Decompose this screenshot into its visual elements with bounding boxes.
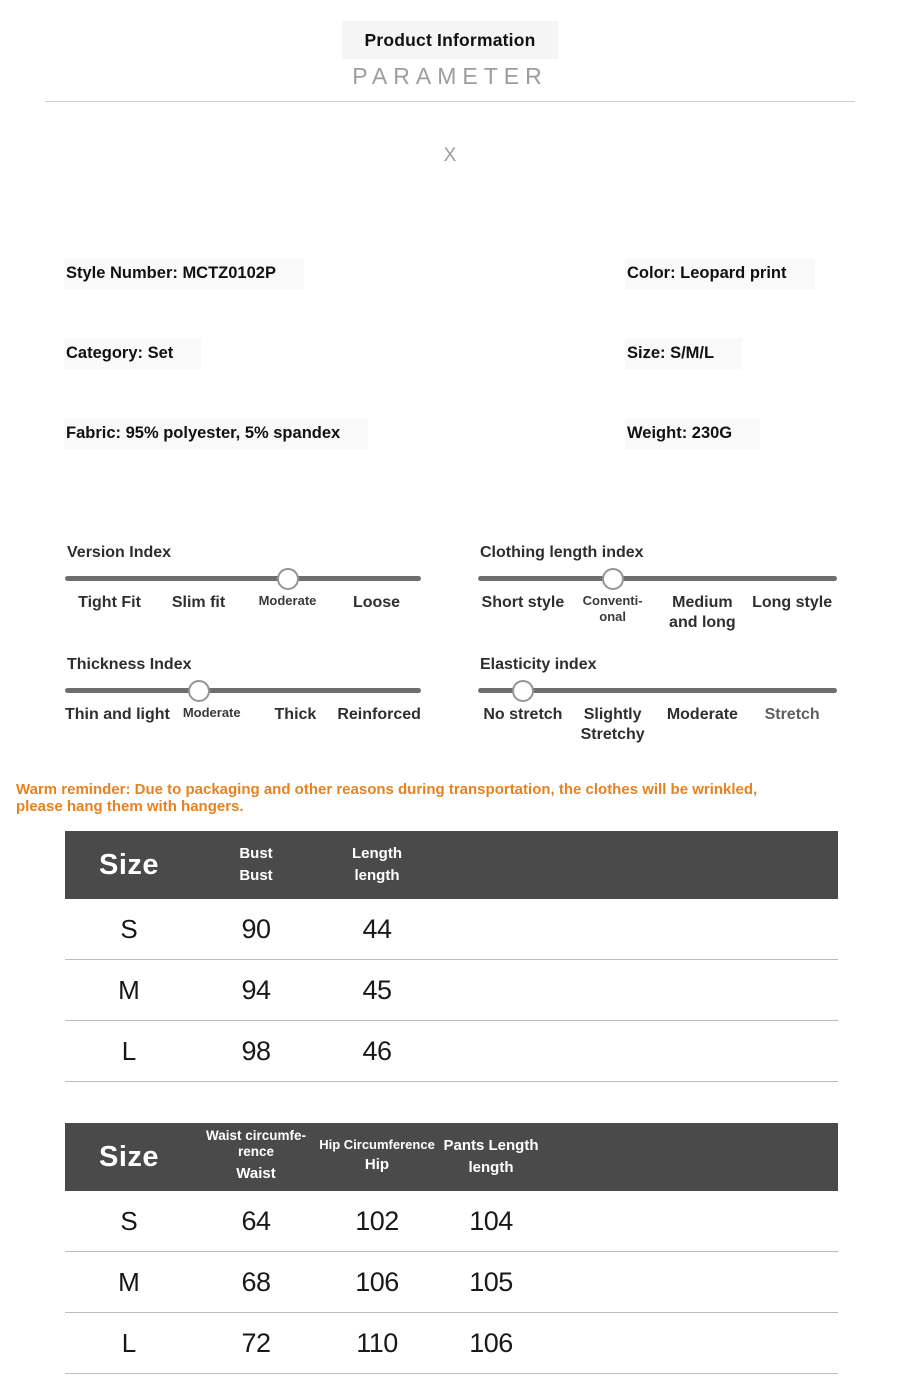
slider-option: Moderate bbox=[666, 706, 738, 723]
index-title: Thickness Index bbox=[67, 656, 192, 673]
spec-cell bbox=[625, 338, 742, 369]
slider-track bbox=[478, 576, 837, 581]
broken-image-x-mark: X bbox=[443, 145, 457, 166]
index-title: Elasticity index bbox=[480, 656, 597, 673]
index-elasticity bbox=[478, 656, 837, 747]
value-cell: 64 bbox=[241, 1205, 271, 1236]
value-cell: 72 bbox=[241, 1327, 271, 1358]
slider-option: Loose bbox=[352, 594, 401, 611]
size-cell: L bbox=[121, 1035, 137, 1066]
spec-size: Size: S/M/L bbox=[625, 338, 742, 369]
value-cell: 90 bbox=[241, 913, 271, 944]
index-title: Version Index bbox=[67, 544, 172, 561]
slider-option-selected: No stretch bbox=[483, 706, 563, 723]
warm-reminder-text: Warm reminder: Due to packaging and other reasons during transportation, the clothes will be wrinkled, please hang them with hangers. bbox=[16, 781, 758, 815]
value-cell: 46 bbox=[362, 1035, 392, 1066]
slider-options bbox=[65, 593, 421, 635]
spec-cell bbox=[64, 258, 625, 289]
size-table-bottom bbox=[65, 1123, 838, 1374]
value-cell: 94 bbox=[241, 974, 271, 1005]
slider-option: Thick bbox=[274, 706, 317, 723]
table-row bbox=[65, 1252, 838, 1313]
value-cell: 110 bbox=[356, 1327, 398, 1358]
spec-cell bbox=[64, 338, 625, 369]
value-cell: 104 bbox=[469, 1205, 513, 1236]
table-row bbox=[65, 1021, 838, 1082]
index-title: Clothing length index bbox=[480, 544, 644, 561]
table-header bbox=[65, 831, 838, 899]
value-cell: 102 bbox=[355, 1205, 399, 1236]
page-header bbox=[0, 0, 900, 90]
spec-cell bbox=[64, 418, 625, 449]
spec-row bbox=[64, 258, 900, 289]
header-cell-length: Length length bbox=[352, 844, 402, 884]
spec-cell bbox=[625, 418, 760, 449]
table-header bbox=[65, 1123, 838, 1191]
product-specs bbox=[64, 258, 900, 449]
index-thickness bbox=[65, 656, 421, 747]
table-row bbox=[65, 1313, 838, 1374]
value-cell: 68 bbox=[241, 1266, 271, 1297]
spec-fabric: Fabric: 95% polyester, 5% spandex bbox=[64, 418, 368, 449]
size-cell: M bbox=[118, 974, 140, 1005]
slider-knob bbox=[277, 568, 299, 590]
size-cell: S bbox=[120, 1205, 138, 1236]
size-table-top bbox=[65, 831, 838, 1082]
size-cell: M bbox=[118, 1266, 140, 1297]
slider-options bbox=[478, 593, 837, 635]
spec-style-number: Style Number: MCTZ0102P bbox=[64, 258, 304, 289]
header-divider-line bbox=[45, 101, 855, 102]
page-subtitle: PARAMETER bbox=[352, 63, 548, 89]
size-cell: S bbox=[120, 913, 138, 944]
slider-option-selected: Moderate bbox=[182, 705, 241, 720]
slider-option: Long style bbox=[752, 594, 833, 611]
slider-knob bbox=[512, 680, 534, 702]
page-title: Product Information bbox=[364, 30, 536, 50]
slider-options bbox=[65, 705, 421, 747]
value-cell: 45 bbox=[362, 974, 392, 1005]
slider-option: Short style bbox=[481, 594, 565, 611]
slider-option: Reinforced bbox=[337, 706, 421, 723]
slider-knob bbox=[188, 680, 210, 702]
table-row bbox=[65, 899, 838, 960]
slider-knob bbox=[602, 568, 624, 590]
value-cell: 44 bbox=[362, 913, 392, 944]
value-cell: 106 bbox=[355, 1266, 399, 1297]
header-cell-bust: Bust Bust bbox=[239, 844, 273, 884]
slider-options bbox=[478, 705, 837, 747]
table-row bbox=[65, 960, 838, 1021]
value-cell: 106 bbox=[469, 1327, 513, 1358]
slider-option: Slightly Stretchy bbox=[580, 706, 645, 743]
spec-category: Category: Set bbox=[64, 338, 201, 369]
title-highlight-box bbox=[342, 21, 557, 59]
spec-row bbox=[64, 338, 900, 369]
index-version bbox=[65, 544, 421, 635]
size-cell: L bbox=[121, 1327, 137, 1358]
value-cell: 98 bbox=[241, 1035, 271, 1066]
index-clothing-length bbox=[478, 544, 837, 635]
slider-option-selected: Moderate bbox=[258, 593, 317, 608]
header-cell-hip: Hip Circumference Hip bbox=[319, 1137, 435, 1174]
table-row bbox=[65, 1191, 838, 1252]
fit-index-sliders bbox=[65, 544, 900, 747]
spec-cell bbox=[625, 258, 815, 289]
slider-option: Stretch bbox=[764, 706, 820, 723]
spec-row bbox=[64, 418, 900, 449]
slider-option: Tight Fit bbox=[78, 594, 141, 611]
spec-color: Color: Leopard print bbox=[625, 258, 815, 289]
slider-option: Thin and light bbox=[65, 706, 170, 723]
slider-track bbox=[478, 688, 837, 693]
value-cell: 105 bbox=[469, 1266, 513, 1297]
header-cell-waist: Waist circumfe-rence Waist bbox=[205, 1128, 307, 1183]
slider-option-selected: Conventi-onal bbox=[582, 593, 643, 625]
header-cell-pants-length: Pants Length length bbox=[443, 1136, 539, 1176]
slider-option: Slim fit bbox=[171, 594, 226, 611]
header-cell-size: Size bbox=[98, 848, 160, 881]
spec-weight: Weight: 230G bbox=[625, 418, 760, 449]
slider-option: Medium and long bbox=[669, 594, 736, 631]
slider-track bbox=[65, 688, 421, 693]
slider-track bbox=[65, 576, 421, 581]
header-cell-size: Size bbox=[98, 1140, 160, 1173]
